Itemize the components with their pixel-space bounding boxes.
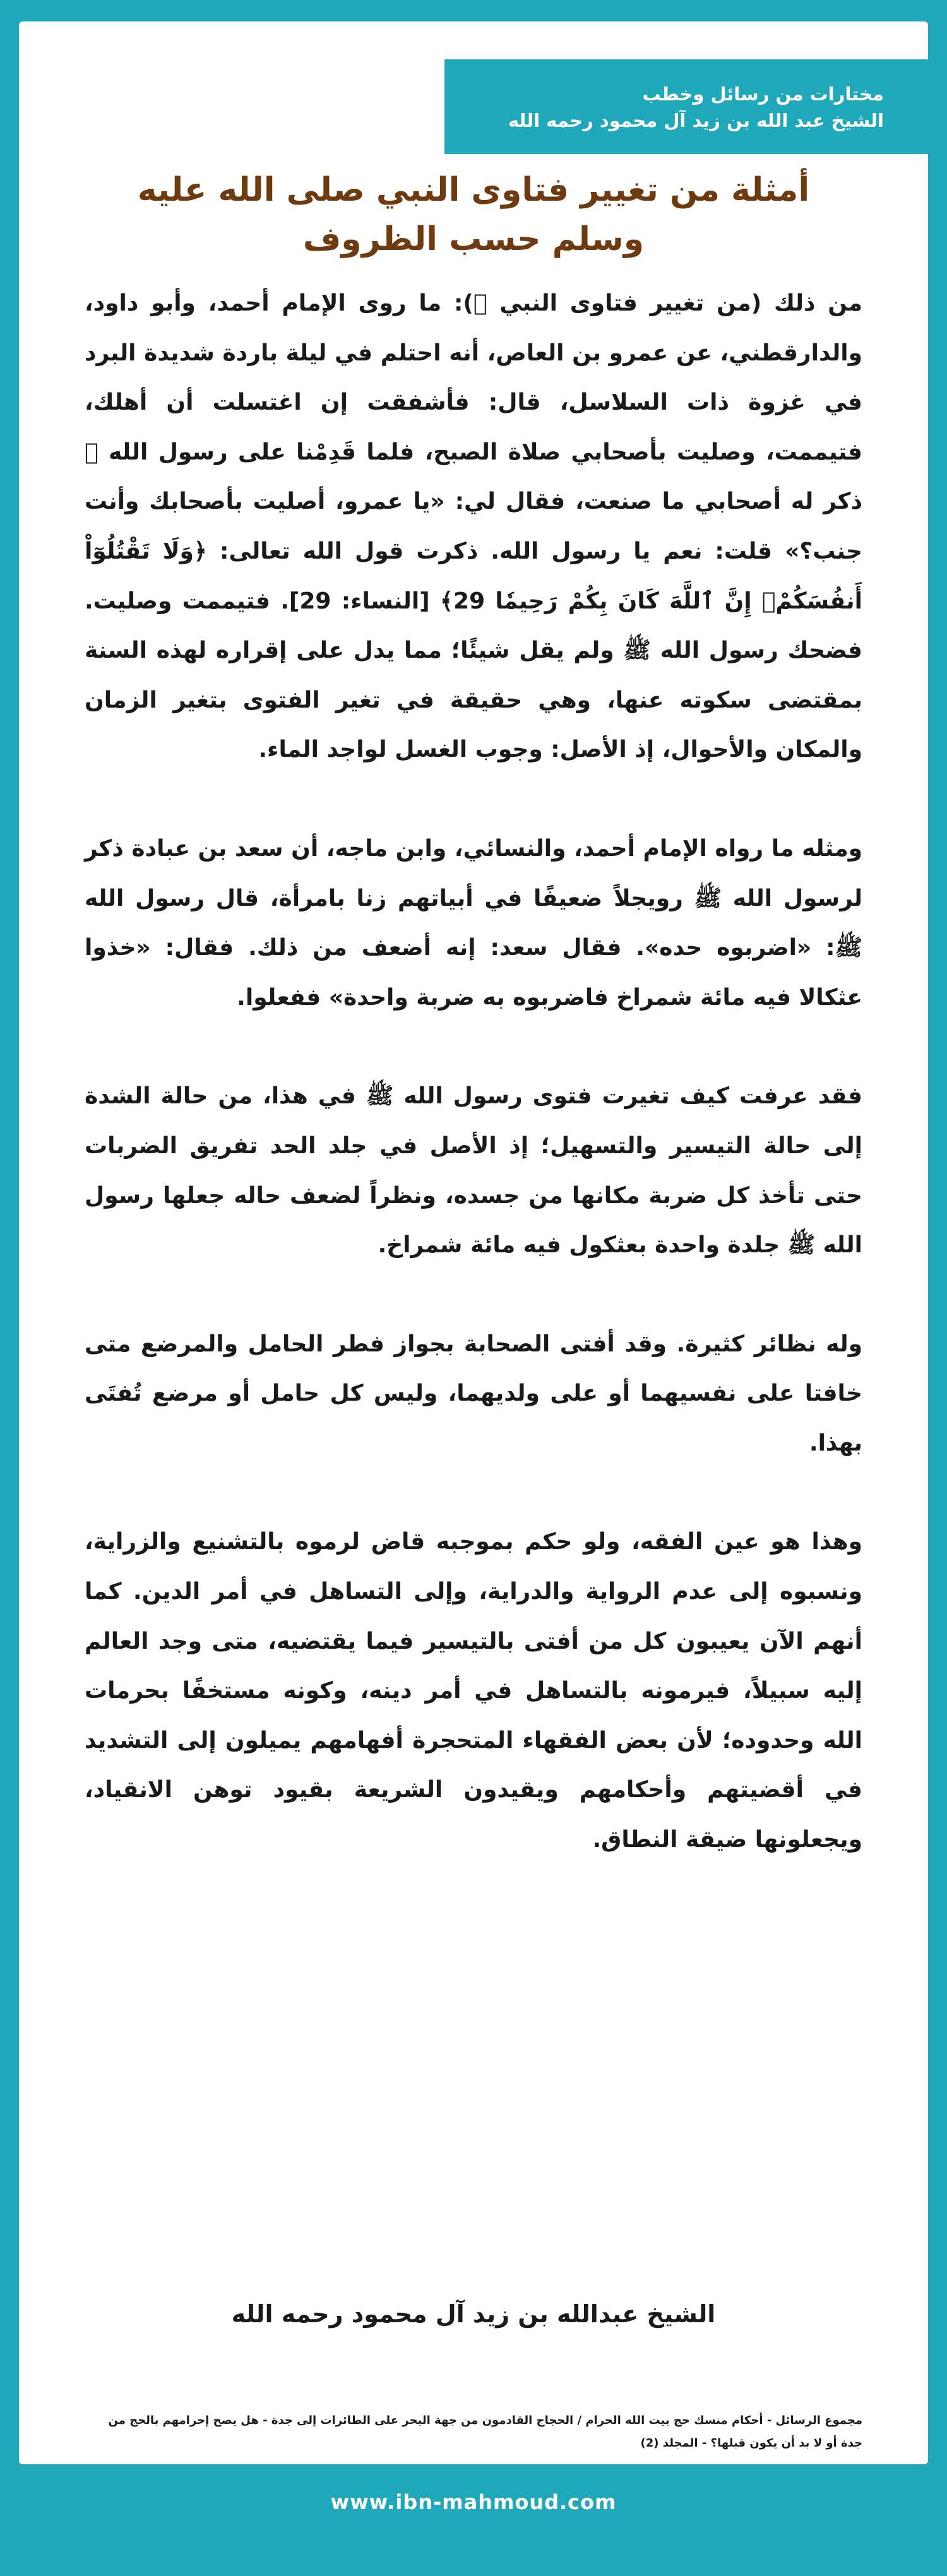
- source-citation: مجموع الرسائل - أحكام منسك حج بيت الله الحرام / الحجاج القادمون من جهة البحر على الطائرات إلى جدة - هل يصح إحرامهم بالحج من جدة أو لا بد أن يكون قبلها؟ - المجلد (2): [108, 2414, 862, 2450]
- article-title: [95, 165, 852, 264]
- article-panel: [19, 21, 928, 2464]
- article-title-line-2: وسلم حسب الظروف: [302, 220, 645, 258]
- article-body: [85, 279, 862, 1914]
- series-header-badge: [444, 59, 928, 154]
- paragraph-4: وله نظائر كثيرة. وقد أفتى الصحابة بجواز فطر الحامل والمرضع متى خافتا على نفسيهما أو على ولديهما، وليس كل حامل أو مرضع تُفتَى بهذا.: [85, 1331, 862, 1456]
- series-title: مختارات من رسائل وخطب: [642, 83, 884, 105]
- paragraph-3: فقد عرفت كيف تغيرت فتوى رسول الله ﷺ في هذا، من حالة الشدة إلى حالة التيسير والتسهيل؛ إذ الأصل في جلد الحد تفريق الضربات حتى تأخذ كل ضربة مكانها من جسده، ونظراً لضعف حاله جعلها رسول الله ﷺ جلدة واحدة بعثكول فيه مائة شمراخ.: [85, 1083, 862, 1259]
- series-author: الشيخ عبد الله بن زيد آل محمود رحمه الله: [508, 110, 884, 131]
- paragraph-5: وهذا هو عين الفقه، ولو حكم بموجبه قاض لرموه بالتشنيع والزراية، ونسبوه إلى عدم الرواية والدراية، وإلى التساهل في أمر الدين. كما أنهم الآن يعيبون كل من أفتى بالتيسير فيما يقتضيه، متى وجد العالم إليه سبيلاً، فيرمونه بالتساهل في أمر دينه، وكونه مستخفًا بحرمات الله وحدوده؛ لأن بعض الفقهاء المتحجرة أفهامهم يميلون إلى التشديد في أقضيتهم وأحكامهم ويقيدون الشريعة بقيود توهن الانقياد، ويجعلونها ضيقة النطاق.: [85, 1529, 862, 1853]
- website-link[interactable]: www.ibn-mahmoud.com: [330, 2490, 617, 2514]
- author-signature: الشيخ عبدالله بن زيد آل محمود رحمه الله: [231, 2300, 716, 2328]
- article-title-line-1: أمثلة من تغيير فتاوى النبي صلى الله عليه: [137, 171, 810, 209]
- paragraph-1: من ذلك (من تغيير فتاوى النبي ﷺ): ما روى الإمام أحمد، وأبو داود، والدارقطني، عن عمرو بن العاص، أنه احتلم في ليلة باردة شديدة البرد في غزوة ذات السلاسل، قال: فأشفقت إن اغتسلت أن أهلك، فتيممت، وصليت بأصحابي صلاة الصبح، فلما قَدِمْنا على رسول الله ﷺ ذكر له أصحابي ما صنعت، فقال لي: «يا عمرو، أصليت بأصحابك وأنت جنب؟» قلت: نعم يا رسول الله. ذكرت قول الله تعالى: ﴿وَلَا تَقْتُلُوٓاْ أَنفُسَكُمْۚ إِنَّ ٱللَّهَ كَانَ بِكُمْ رَحِيمٗا 29﴾ [النساء: 29]. فتيممت وصليت. فضحك رسول الله ﷺ ولم يقل شيئًا؛ مما يدل على إقراره لهذه السنة بمقتضى سكوته عنها، وهي حقيقة في تغير الفتوى بتغير الزمان والمكان والأحوال، إذ الأصل: وجوب الغسل لواجد الماء.: [85, 290, 862, 763]
- paragraph-2: ومثله ما رواه الإمام أحمد، والنسائي، وابن ماجه، أن سعد بن عبادة ذكر لرسول الله ﷺ رويجلاً ضعيفًا في أبياتهم زنا بامرأة، قال رسول الله ﷺ: «اضربوه حده». فقال سعد: إنه أضعف من ذلك. فقال: «خذوا عثكالا فيه مائة شمراخ فاضربوه به ضربة واحدة» ففعلوا.: [85, 835, 862, 1011]
